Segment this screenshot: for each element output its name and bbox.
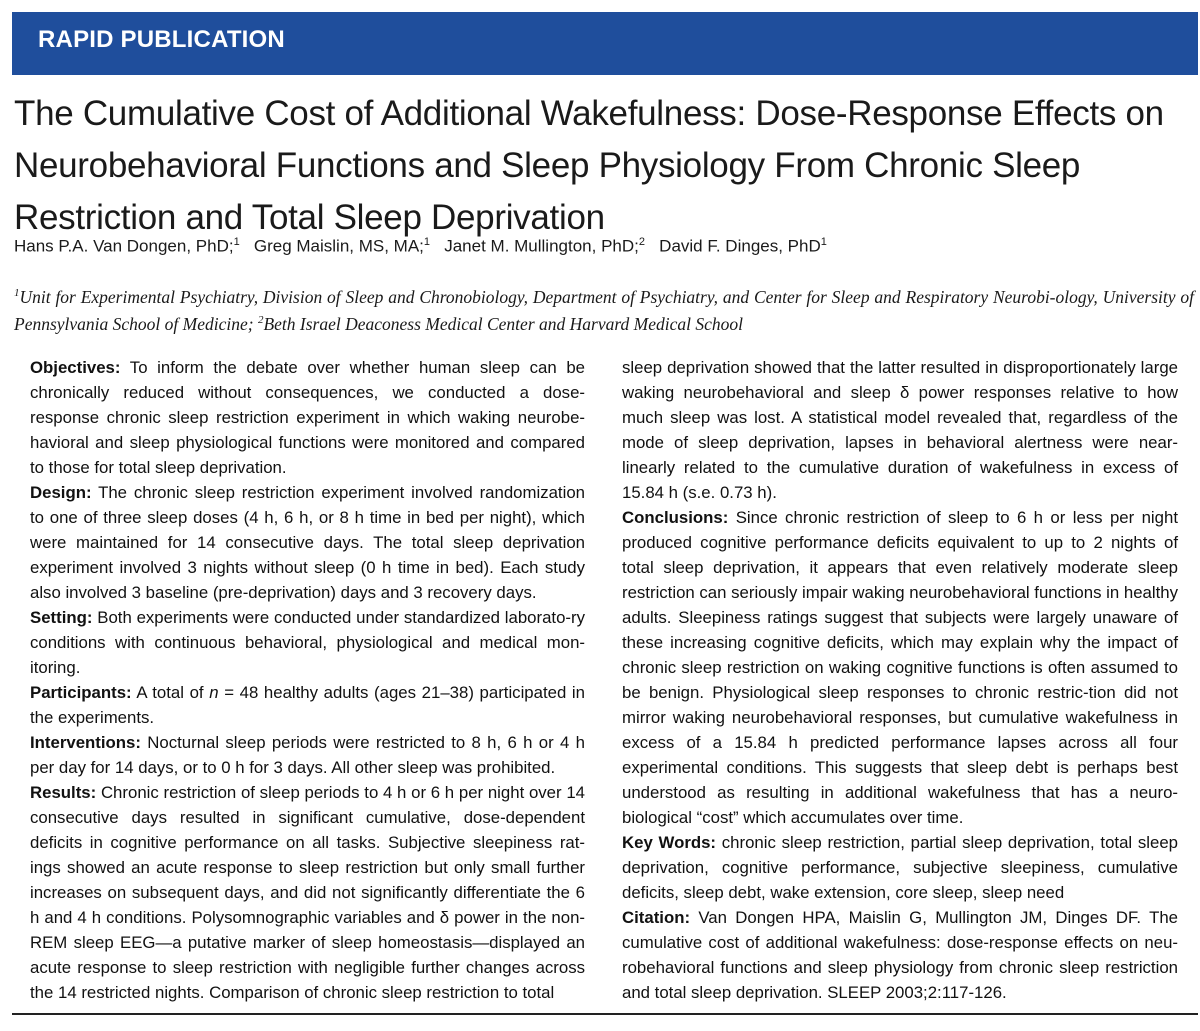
section-banner [12, 12, 1198, 75]
abstract-results-continued: sleep deprivation showed that the latter resulted in disproportionately large waking neurobehavioral and sleep δ power responses relative to how much sleep was lost. A statistical model revealed that, regardless of the mode of sleep deprivation, lapses in behavioral alertness were near-linearly related to the cumulative duration of wakefulness in excess of 15.84 h (s.e. 0.73 h). [622, 358, 1178, 502]
abstract-column-right [622, 355, 1178, 1005]
conclusions-text: Since chronic restriction of sleep to 6 h or less per night produced cognitive performance deficits equivalent to up to 2 nights of total sleep deprivation, it appears that even relatively moderate sleep restriction can seriously impair waking neurobehavioral functions in healthy adults. Sleepiness ratings suggest that subjects were largely unaware of these increasing cognitive deficits, which may explain why the impact of chronic sleep restriction on waking cognitive functions is often assumed to be benign. Physiological sleep responses to chronic restric-tion did not mirror waking neurobehavioral responses, but cumulative wakefulness in excess of a 15.84 h predicted performance lapses across all four experimental conditions. This suggests that sleep debt is perhaps best understood as resulting in additional wakefulness that has a neuro-biological “cost” which accumulates over time. [622, 508, 1178, 827]
affiliation-1: Unit for Experimental Psychiatry, Division of Sleep and Chronobiology, Department of Psychiatry, and Center for Sleep and Respiratory Neurobi-ology, University of Pennsylvania School of Medicine; [14, 286, 1194, 334]
interventions-text: Nocturnal sleep periods were restricted to 8 h, 6 h or 4 h per day for 14 days, or to 0 h for 3 days. All other sleep was prohibited. [30, 733, 585, 777]
author-name: Hans P.A. Van Dongen, PhD; [14, 236, 234, 256]
author-name: Greg Maislin, MS, MA; [253, 236, 424, 256]
conclusions-heading: Conclusions: [622, 508, 729, 527]
keywords-text: chronic sleep restriction, partial sleep deprivation, total sleep deprivation, cognitive performance, subjective sleepiness, cumulative deficits, sleep debt, wake extension, core sleep, sleep need [622, 833, 1179, 902]
keywords-heading: Key Words: [622, 833, 717, 852]
abstract-conclusions [622, 505, 1178, 830]
abstract-setting [30, 605, 585, 680]
participants-text: A total of [131, 683, 210, 702]
citation-heading: Citation: [622, 908, 691, 927]
author-name: Janet M. Mullington, PhD; [444, 236, 639, 256]
setting-heading: Setting: [30, 608, 93, 627]
author-affiliation-mark: 1 [233, 236, 240, 248]
citation-text: Van Dongen HPA, Maislin G, Mullington JM, Dinges DF. The cumulative cost of additional wakefulness: dose-response effects on neu-robehavioral functions and sleep physiology from chronic sleep restriction and total sleep deprivation. SLEEP 2003;2:117-126. [622, 908, 1178, 1002]
section-label: RAPID PUBLICATION [38, 26, 285, 53]
bottom-divider [12, 1013, 1198, 1015]
abstract-results [30, 780, 585, 1005]
abstract-citation [622, 905, 1178, 1005]
interventions-heading: Interventions: [30, 733, 141, 752]
abstract-keywords [622, 830, 1178, 905]
author-affiliation-mark: 1 [423, 236, 431, 248]
participants-n: n [209, 683, 219, 702]
abstract-interventions [30, 730, 585, 780]
abstract-column-left [30, 355, 585, 1005]
participants-text-cont: = 48 healthy adults (ages 21–38) participated in the experiments. [30, 683, 585, 727]
abstract-design [30, 480, 585, 605]
abstract-objectives [30, 355, 585, 480]
design-text: The chronic sleep restriction experiment involved randomization to one of three sleep doses (4 h, 6 h, or 8 h time in bed per night), which were maintained for 14 consecutive days. The total sleep deprivation experiment involved 3 nights without sleep (0 h time in bed). Each study also involved 3 baseline (pre-deprivation) days and 3 recovery days. [30, 483, 585, 602]
setting-text: Both experiments were conducted under standardized laborato-ry conditions with continuous behavioral, physiological and medical mon-itoring. [30, 608, 585, 677]
design-heading: Design: [30, 483, 92, 502]
author-affiliation-mark: 1 [820, 236, 827, 248]
abstract-participants [30, 680, 585, 730]
affiliation-2: Beth Israel Deaconess Medical Center and Harvard Medical School [263, 313, 743, 334]
author-affiliation-mark: 2 [638, 236, 645, 248]
author-list [14, 236, 1194, 257]
affiliation-mark: 2 [257, 313, 264, 326]
participants-heading: Participants: [30, 683, 132, 702]
affiliations [14, 282, 1194, 336]
objectives-heading: Objectives: [30, 358, 121, 377]
affiliation-mark: 1 [14, 287, 20, 299]
article-title: The Cumulative Cost of Additional Wakefulness: Dose-Response Effects on Neurobehavioral Functions and Sleep Physiology From Chronic Sleep Restriction and Total Sleep Deprivation [14, 94, 1164, 237]
results-heading: Results: [30, 783, 97, 802]
author-name: David F. Dinges, PhD [659, 236, 821, 256]
objectives-text: To inform the debate over whether human sleep can be chronically reduced without consequences, we conducted a dose-response chronic sleep restriction experiment in which waking neurobe-havioral and sleep physiological functions were monitored and compared to those for total sleep deprivation. [30, 358, 585, 477]
results-text: Chronic restriction of sleep periods to 4 h or 6 h per night over 14 consecutive days resulted in significant cumulative, dose-dependent deficits in cognitive performance on all tasks. Subjective sleepiness rat-ings showed an acute response to sleep restriction but only small further increases on subsequent days, and did not significantly differentiate the 6 h and 4 h conditions. Polysomnographic variables and δ power in the non-REM sleep EEG—a putative marker of sleep homeostasis—displayed an acute response to sleep restriction with negligible further changes across the 14 restricted nights. Comparison of chronic sleep restriction to total [30, 783, 585, 1002]
